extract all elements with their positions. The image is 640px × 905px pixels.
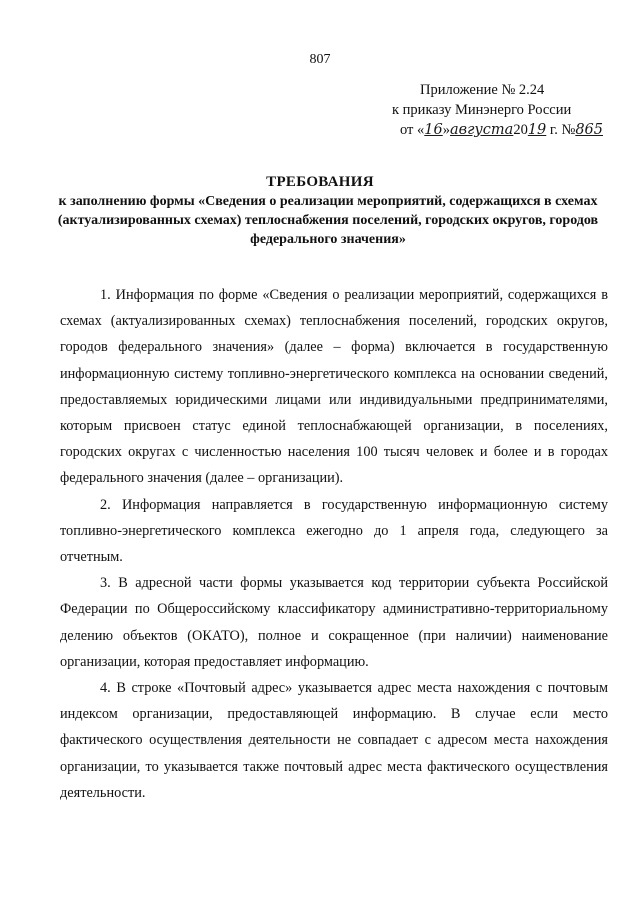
order-reference: к приказу Минэнерго России [392, 102, 572, 118]
handwritten-year: 19 [527, 122, 547, 138]
date-prefix: от « [400, 122, 425, 138]
paragraph-1: 1. Информация по форме «Сведения о реализации мероприятий, содержащихся в схемах (актуализированных схемах) теплоснабжения поселений, городских округов, городов федерального значения» (далее – форма) включается в государственную информационную систему топливно-энергетического комплекса на основании сведений, предоставляемых юридическими лицами или индивидуальными предпринимателями, которым присвоен статус единой теплоснабжающей организации, в поселениях, городских округах с численностью населения 100 тысяч человек и более и в городах федерального значения (далее – организации). [60, 287, 608, 487]
paragraph-4: 4. В строке «Почтовый адрес» указывается адрес места нахождения с почтовым индексом организации, предоставляющей информацию. В случае если место фактического осуществления деятельности не совпадает с адресом места нахождения организации, то указывается также почтовый адрес места фактического осуществления деятельности. [60, 680, 608, 801]
appendix-number: Приложение № 2.24 [420, 82, 545, 98]
handwritten-month: августа [449, 122, 514, 138]
paragraph-3: 3. В адресной части формы указывается код территории субъекта Российской Федерации по Общероссийскому классификатору административно-территориальному делению объектов (ОКАТО), полное и сокращенное (при наличии) наименование организации, которая предоставляет информацию. [60, 575, 608, 670]
handwritten-order-number: 865 [575, 122, 603, 138]
page-number: 807 [309, 52, 331, 67]
year-tail: г. № [546, 122, 576, 138]
document-title: ТРЕБОВАНИЯ [266, 174, 374, 190]
year-prefix: 20 [513, 122, 528, 138]
date-quote-close: » [442, 122, 450, 138]
document-body [60, 282, 608, 806]
order-date-number [380, 120, 610, 140]
approval-block [380, 80, 610, 140]
paragraph-2: 2. Информация направляется в государственную информационную систему топливно-энергетического комплекса ежегодно до 1 апреля года, следующего за отчетным. [60, 496, 608, 566]
document-subtitle: к заполнению формы «Сведения о реализации мероприятий, содержащихся в схемах (актуализированных схемах) теплоснабжения поселений, городских округов, городов федерального значения» [57, 194, 599, 247]
handwritten-day: 16 [424, 122, 443, 138]
